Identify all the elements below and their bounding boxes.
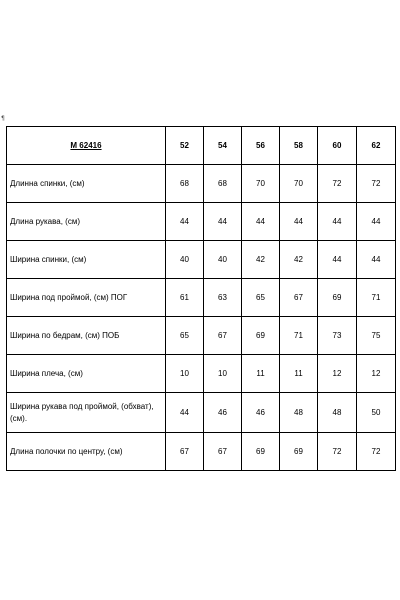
cell-value: 10 (166, 355, 204, 393)
size-header-52: 52 (166, 127, 204, 165)
cell-value: 69 (242, 433, 280, 471)
cell-value: 44 (166, 393, 204, 433)
size-header-58: 58 (280, 127, 318, 165)
size-header-62: 62 (357, 127, 396, 165)
table-row (7, 317, 396, 355)
row-label: Ширина спинки, (см) (7, 241, 166, 279)
table-row (7, 241, 396, 279)
cell-value: 67 (166, 433, 204, 471)
size-chart-table (6, 126, 396, 471)
cell-value: 61 (166, 279, 204, 317)
table-row (7, 433, 396, 471)
paragraph-marker: ¶ (1, 115, 5, 122)
row-label: Ширина по бедрам, (см) ПОБ (7, 317, 166, 355)
cell-value: 50 (357, 393, 396, 433)
cell-value: 10 (204, 355, 242, 393)
size-header-54: 54 (204, 127, 242, 165)
cell-value: 67 (280, 279, 318, 317)
cell-value: 69 (280, 433, 318, 471)
cell-value: 44 (280, 203, 318, 241)
cell-value: 12 (318, 355, 357, 393)
table-header-row (7, 127, 396, 165)
table-row (7, 165, 396, 203)
cell-value: 44 (318, 241, 357, 279)
cell-value: 73 (318, 317, 357, 355)
cell-value: 65 (166, 317, 204, 355)
table-row (7, 279, 396, 317)
cell-value: 72 (318, 165, 357, 203)
cell-value: 48 (318, 393, 357, 433)
cell-value: 72 (357, 433, 396, 471)
cell-value: 70 (242, 165, 280, 203)
row-label: Ширина плеча, (см) (7, 355, 166, 393)
cell-value: 44 (242, 203, 280, 241)
cell-value: 71 (280, 317, 318, 355)
size-header-56: 56 (242, 127, 280, 165)
row-label: Ширина под проймой, (см) ПОГ (7, 279, 166, 317)
cell-value: 70 (280, 165, 318, 203)
cell-value: 65 (242, 279, 280, 317)
cell-value: 68 (166, 165, 204, 203)
table-row (7, 393, 396, 433)
cell-value: 72 (318, 433, 357, 471)
cell-value: 69 (318, 279, 357, 317)
cell-value: 44 (318, 203, 357, 241)
cell-value: 44 (166, 203, 204, 241)
cell-value: 68 (204, 165, 242, 203)
cell-value: 72 (357, 165, 396, 203)
table-row (7, 203, 396, 241)
cell-value: 67 (204, 317, 242, 355)
cell-value: 42 (280, 241, 318, 279)
cell-value: 12 (357, 355, 396, 393)
cell-value: 11 (280, 355, 318, 393)
cell-value: 44 (357, 203, 396, 241)
row-label: Длинна спинки, (см) (7, 165, 166, 203)
cell-value: 63 (204, 279, 242, 317)
cell-value: 44 (204, 203, 242, 241)
cell-value: 71 (357, 279, 396, 317)
cell-value: 44 (357, 241, 396, 279)
cell-value: 40 (166, 241, 204, 279)
cell-value: 48 (280, 393, 318, 433)
cell-value: 67 (204, 433, 242, 471)
cell-value: 11 (242, 355, 280, 393)
row-label: Ширина рукава под проймой, (обхват), (см). (7, 393, 166, 433)
cell-value: 69 (242, 317, 280, 355)
row-label: Длина рукава, (см) (7, 203, 166, 241)
model-number: М 62416 (7, 127, 166, 165)
cell-value: 40 (204, 241, 242, 279)
row-label: Длина полочки по центру, (см) (7, 433, 166, 471)
size-header-60: 60 (318, 127, 357, 165)
table-row (7, 355, 396, 393)
cell-value: 46 (242, 393, 280, 433)
cell-value: 75 (357, 317, 396, 355)
cell-value: 46 (204, 393, 242, 433)
cell-value: 42 (242, 241, 280, 279)
